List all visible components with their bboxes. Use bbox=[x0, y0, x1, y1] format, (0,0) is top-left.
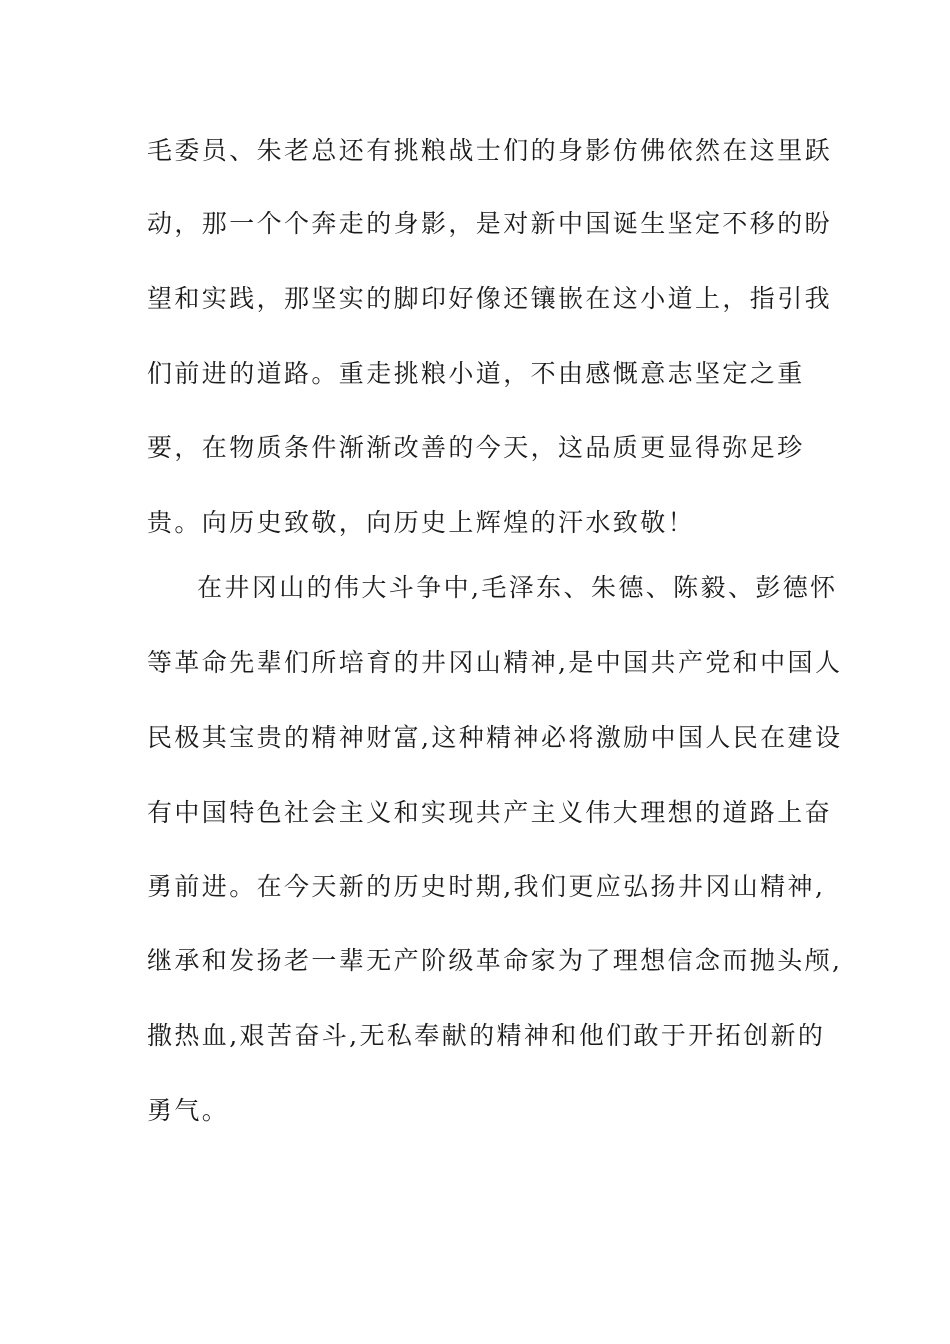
text-line: 贵。向历史致敬，向历史上辉煌的汗水致敬！ bbox=[147, 508, 696, 537]
text-line: 望和实践，那坚实的脚印好像还镶嵌在这小道上，指引我 bbox=[147, 284, 833, 313]
text-line: 有中国特色社会主义和实现共产主义伟大理想的道路上奋 bbox=[147, 798, 833, 827]
text-line: 毛委员、朱老总还有挑粮战士们的身影仿佛依然在这里跃 bbox=[147, 136, 833, 165]
text-line: 勇气。 bbox=[147, 1096, 230, 1125]
text-line: 动，那一个个奔走的身影，是对新中国诞生坚定不移的盼 bbox=[147, 209, 833, 238]
text-line: 勇前进。在今天新的历史时期,我们更应弘扬井冈山精神, bbox=[147, 872, 826, 901]
text-line: 在井冈山的伟大斗争中,毛泽东、朱德、陈毅、彭德怀 bbox=[197, 573, 838, 602]
text-line: 继承和发扬老一辈无产阶级革命家为了理想信念而抛头颅, bbox=[147, 946, 843, 975]
text-line: 们前进的道路。重走挑粮小道，不由感慨意志坚定之重 bbox=[147, 359, 805, 388]
text-line: 等革命先辈们所培育的井冈山精神,是中国共产党和中国人 bbox=[147, 648, 843, 677]
text-line: 民极其宝贵的精神财富,这种精神必将激励中国人民在建设 bbox=[147, 723, 843, 752]
text-line: 撒热血,艰苦奋斗,无私奉献的精神和他们敢于开拓创新的 bbox=[147, 1021, 826, 1050]
text-line: 要，在物质条件渐渐改善的今天，这品质更显得弥足珍 bbox=[147, 433, 805, 462]
